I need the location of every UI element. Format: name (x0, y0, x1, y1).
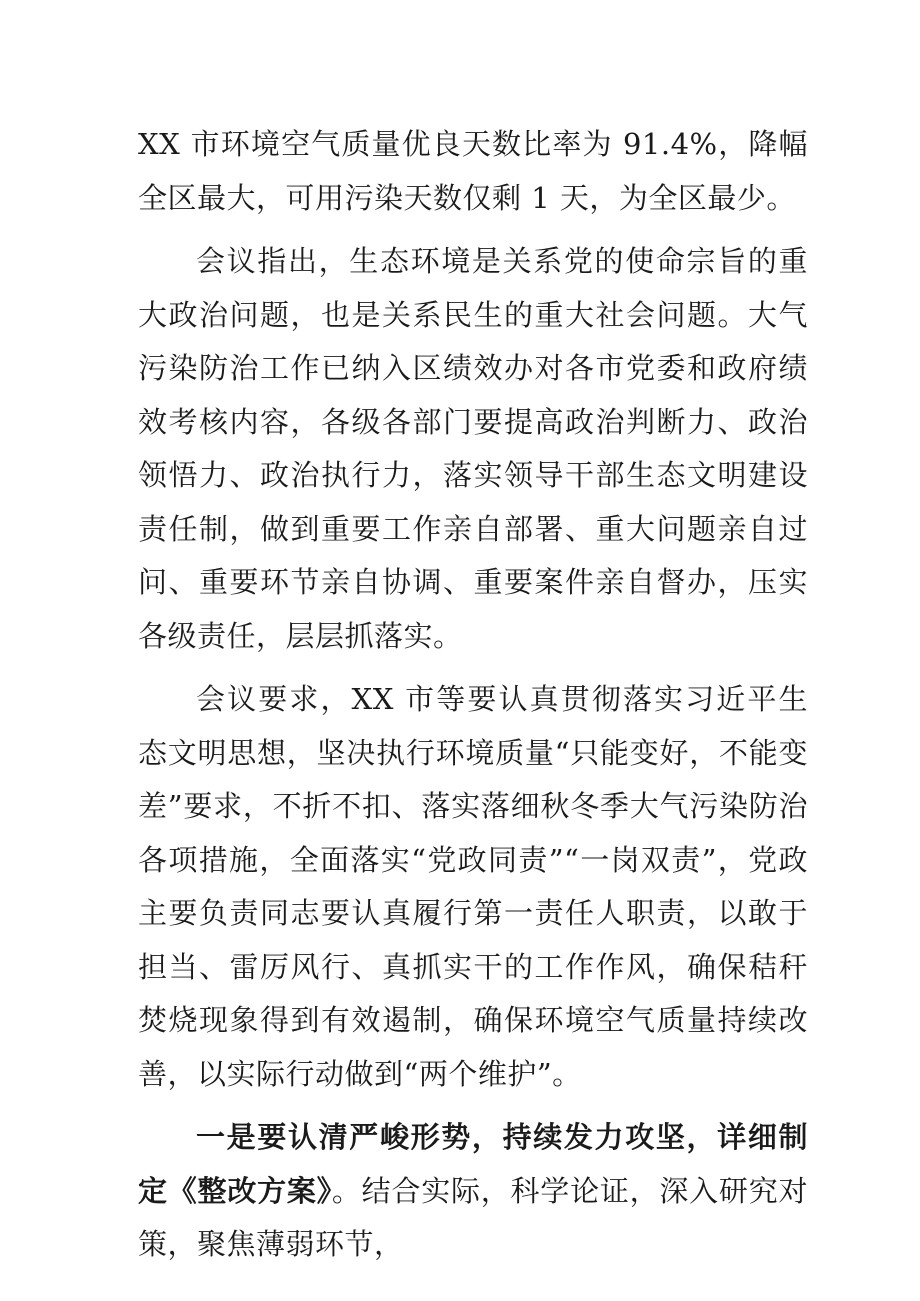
paragraph-text: 会议要求，XX 市等要认真贯彻落实习近平生态文明思想，坚决执行环境质量“只能变好，不能变差”要求，不折不扣、落实落细秋冬季大气污染防治各项措施，全面落实“党政同责”“一岗双责”，党政主要负责同志要认真履行第一责任人职责，以敢于担当、雷厉风行、真抓实干的工作作风，确保秸秆焚烧现象得到有效遏制，确保环境空气质量持续改善，以实际行动做到“两个维护”。 (138, 682, 808, 1091)
paragraph-air-quality (138, 118, 808, 225)
paragraph-text: 。结合实际，科学论证，深入研究对策，聚焦薄弱环节， (138, 1173, 808, 1261)
paragraph-text: XX 市环境空气质量优良天数比率为 91.4%，降幅全区最大，可用污染天数仅剩 1 天，为全区最少。 (138, 127, 808, 215)
paragraph-meeting-requirements (138, 673, 808, 1101)
paragraph-lead-bold: 一是要认清严峻形势，持续发力攻坚，详细制定《整改方案》 (138, 1120, 808, 1208)
document-body (138, 118, 808, 1282)
paragraph-meeting-pointed-out (138, 235, 808, 663)
paragraph-first-point (138, 1111, 808, 1272)
paragraph-text: 会议指出，生态环境是关系党的使命宗旨的重大政治问题，也是关系民生的重大社会问题。大气污染防治工作已纳入区绩效办对各市党委和政府绩效考核内容，各级各部门要提高政治判断力、政治领悟力、政治执行力，落实领导干部生态文明建设责任制，做到重要工作亲自部署、重大问题亲自过问、重要环节亲自协调、重要案件亲自督办，压实各级责任，层层抓落实。 (138, 244, 808, 653)
